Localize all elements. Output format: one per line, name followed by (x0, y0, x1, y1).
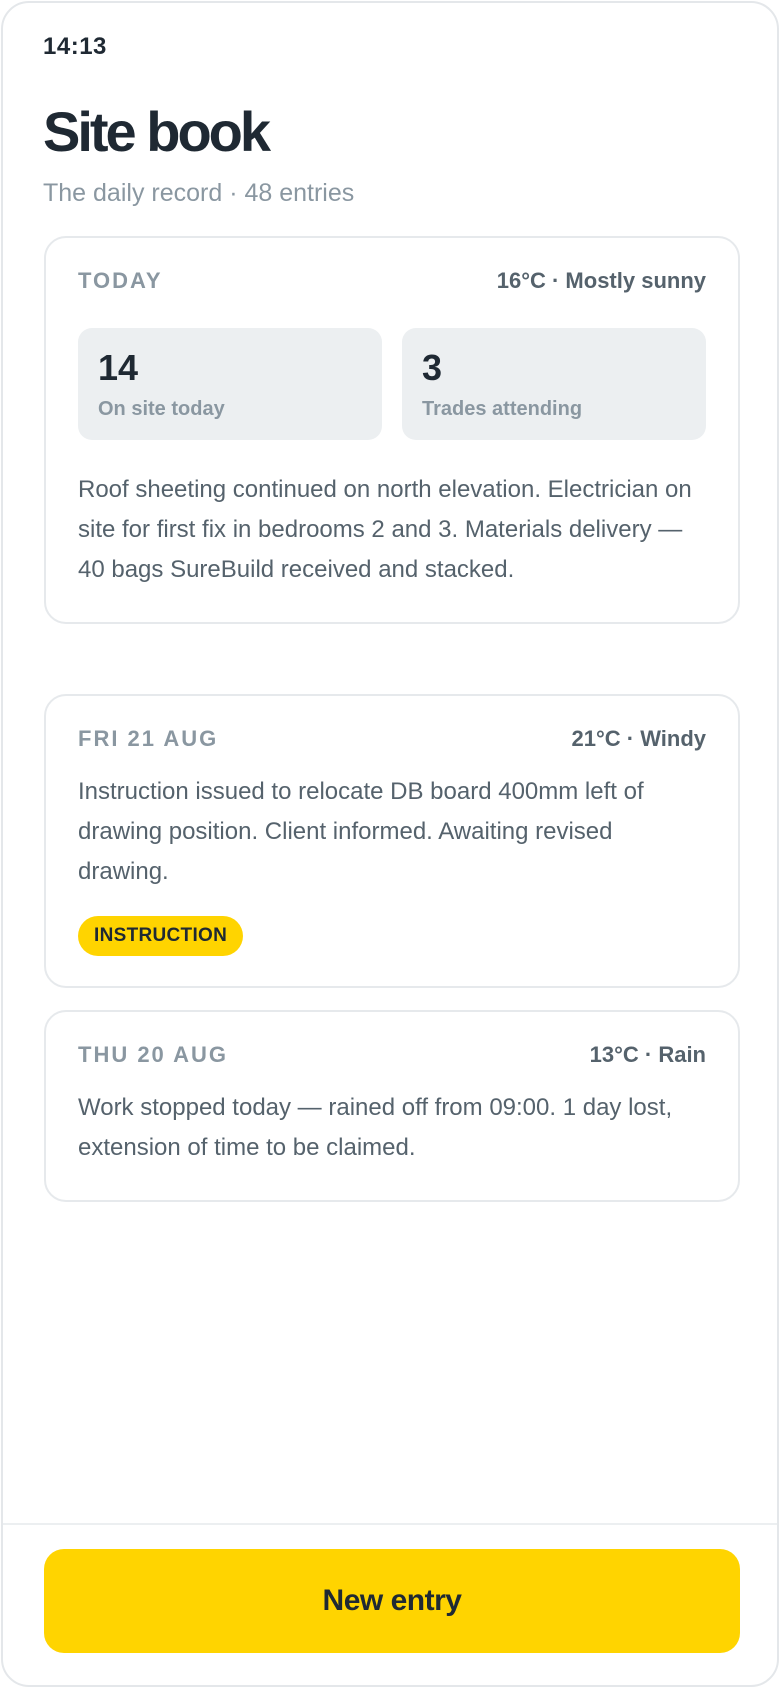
status-bar-time: 14:13 (43, 33, 107, 60)
instruction-tag: INSTRUCTION (78, 916, 243, 956)
stat-value: 3 (422, 347, 443, 388)
entry-date: THU 20 AUG (78, 1042, 228, 1067)
entry-weather: 13°C · Rain (589, 1042, 706, 1067)
new-entry-button[interactable]: New entry (44, 1549, 740, 1653)
entry-note: Instruction issued to relocate DB board 400mm left of drawing position. Client informed. Awaiting revised drawing. (78, 778, 644, 885)
stat-label: On site today (98, 398, 225, 420)
entry-date: TODAY (78, 268, 163, 293)
entry-note: Work stopped today — rained off from 09:00. 1 day lost, extension of time to be claimed. (78, 1094, 673, 1161)
phone-screen (1, 1, 779, 1687)
stat-label: Trades attending (422, 398, 583, 420)
entry-card-thu-20-aug[interactable] (44, 1010, 740, 1202)
entry-date: FRI 21 AUG (78, 726, 219, 751)
entry-header (78, 1042, 706, 1068)
stat-trades (402, 328, 706, 440)
entry-header (78, 726, 706, 752)
entry-card-today[interactable] (44, 236, 740, 624)
stats-row (78, 328, 706, 440)
entry-note: Roof sheeting continued on north elevation. Electrician on site for first fix in bedrooms 2 and 3. Materials delivery — 40 bags SureBuild received and stacked. (78, 476, 692, 583)
entry-header (78, 268, 706, 294)
stat-on-site (78, 328, 382, 440)
entry-weather: 16°C · Mostly sunny (496, 268, 706, 293)
entry-card-fri-21-aug[interactable] (44, 694, 740, 988)
footer-divider (3, 1523, 777, 1525)
page-subtitle: The daily record · 48 entries (43, 179, 355, 207)
page-title: Site book (43, 100, 269, 163)
entry-weather: 21°C · Windy (571, 726, 706, 751)
stat-value: 14 (98, 347, 139, 388)
